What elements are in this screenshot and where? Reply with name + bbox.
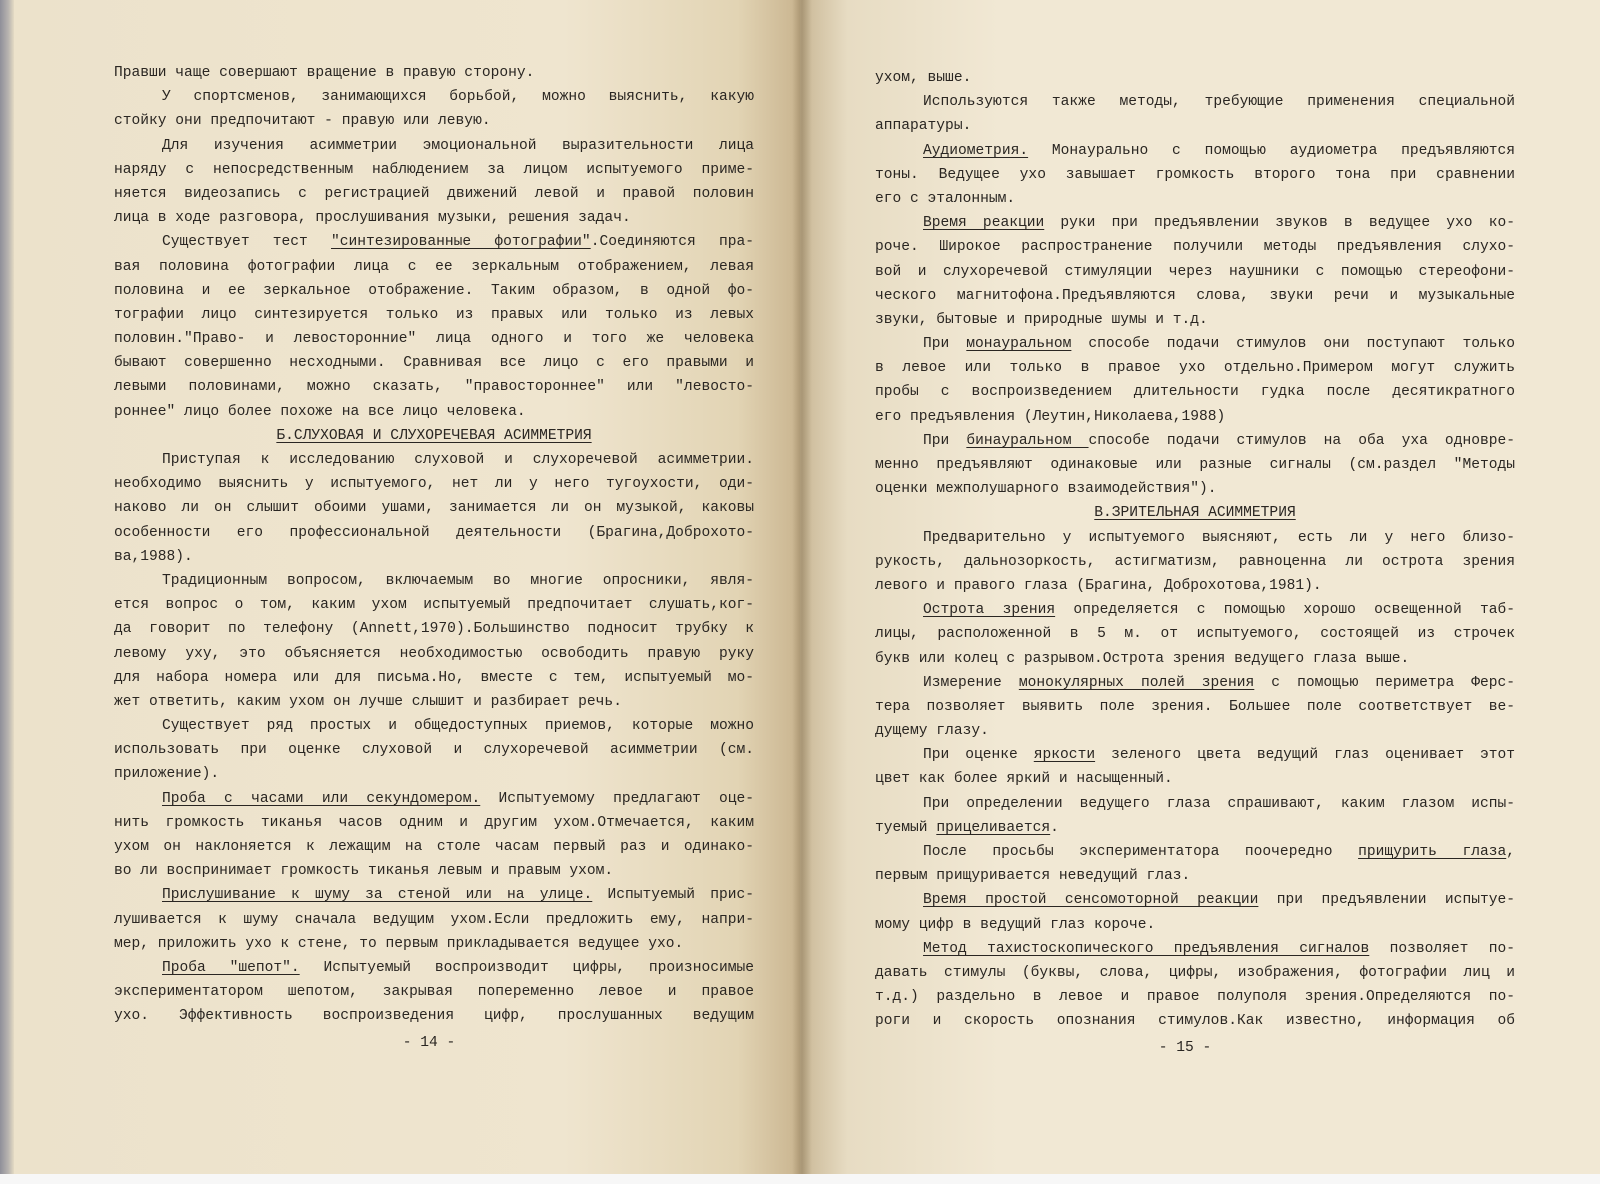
line-segment: Испытуемому предлагают оце- xyxy=(480,790,754,807)
text-line xyxy=(114,1004,754,1028)
line-segment: приложение). xyxy=(114,766,220,783)
line-segment: экспериментатором шепотом, закрывая попеременно левое и правое xyxy=(114,984,754,1001)
underlined-term: Время простой сенсомоторной реакции xyxy=(923,892,1259,909)
text-line xyxy=(114,690,754,714)
page-15-text xyxy=(875,66,1515,1060)
line-segment: определяется с помощью хорошо освещенной таб- xyxy=(1055,602,1515,619)
line-segment: При определении ведущего глаза спрашивают, каким глазом испы- xyxy=(923,795,1515,812)
line-segment: ется вопрос о том, каким ухом испытуемый предпочитает слушать,ког- xyxy=(114,597,754,614)
underlined-term: Время реакции xyxy=(923,215,1045,232)
line-segment: мому цифр в ведущий глаз короче. xyxy=(875,916,1156,933)
text-line xyxy=(875,139,1515,163)
text-line xyxy=(875,961,1515,985)
line-segment: Предварительно у испытуемого выясняют, есть ли у него близо- xyxy=(923,529,1515,546)
line-segment: При xyxy=(923,432,967,449)
text-line xyxy=(875,816,1515,840)
text-line xyxy=(114,472,754,496)
text-line xyxy=(114,883,754,907)
text-line xyxy=(114,279,754,303)
text-line xyxy=(875,260,1515,284)
text-line xyxy=(875,90,1515,114)
line-segment: менно предъявляют одинаковые или разные сигналы (см.раздел "Методы xyxy=(875,457,1515,473)
text-line xyxy=(114,762,754,786)
text-line xyxy=(114,448,754,472)
text-line xyxy=(114,738,754,762)
text-line xyxy=(114,400,754,424)
text-line xyxy=(114,835,754,859)
text-line xyxy=(875,647,1515,671)
line-segment: . xyxy=(1050,819,1059,836)
text-line xyxy=(114,375,754,399)
text-line xyxy=(114,932,754,956)
line-segment: левому уху, это объясняется необходимостью освободить правую руку xyxy=(114,645,754,662)
line-segment: дущему глазу. xyxy=(875,723,989,740)
line-segment: в левое или только в правое ухо отдельно.Примером могут служить xyxy=(875,360,1515,377)
text-line xyxy=(875,671,1515,695)
line-segment: При оценке xyxy=(923,747,1034,764)
text-line xyxy=(875,622,1515,646)
line-segment: роннее" лицо более похоже на все лицо человека. xyxy=(114,403,526,420)
text-line xyxy=(114,351,754,375)
line-segment: , xyxy=(1506,844,1515,860)
line-segment: букв или колец с разрывом.Острота зрения ведущего глаза выше. xyxy=(875,650,1410,667)
line-segment: ческого магнитофона.Предъявляются слова, звуки речи и музыкальные xyxy=(875,287,1515,304)
text-line xyxy=(114,521,754,545)
line-segment: левыми половинами, можно сказать, "правостороннее" или "левосто- xyxy=(114,379,754,396)
section-heading xyxy=(114,424,754,448)
text-line xyxy=(875,405,1515,429)
line-segment: способе подачи стимулов они поступают только xyxy=(1071,336,1515,353)
text-line xyxy=(875,284,1515,308)
text-line xyxy=(875,429,1515,453)
line-segment: Приступая к исследованию слуховой и слухоречевой асимметрии. xyxy=(162,452,754,468)
line-segment: Традиционным вопросом, включаемым во многие опросники, явля- xyxy=(162,572,754,589)
text-line xyxy=(114,206,754,230)
line-segment: да говорит по телефону (Annett,1970).Большинство подносит трубку к xyxy=(114,621,754,638)
text-line xyxy=(114,85,754,109)
text-line xyxy=(114,569,754,593)
page-14-text xyxy=(114,61,754,1055)
line-segment: Монаурально с помощью аудиометра предъявляются xyxy=(1028,142,1515,159)
text-line xyxy=(114,545,754,569)
line-segment: вой и слухоречевой стимуляции через наушники с помощью стереофони- xyxy=(875,263,1515,280)
underlined-term: Острота зрения xyxy=(923,602,1056,619)
text-line xyxy=(875,913,1515,937)
line-segment: ва,1988). xyxy=(114,548,193,565)
line-segment: для набора номера или для письма.Но, вместе с тем, испытуемый мо- xyxy=(114,669,754,686)
underlined-term: В.ЗРИТЕЛЬНАЯ АСИММЕТРИЯ xyxy=(1094,505,1296,522)
line-segment: Правши чаще совершают вращение в правую сторону. xyxy=(114,65,535,81)
line-segment: жет ответить, каким ухом он лучше слышит и разбирает речь. xyxy=(114,693,622,710)
text-line xyxy=(114,956,754,980)
text-line xyxy=(875,187,1515,211)
line-segment: половина и ее зеркальное отображение. Таким образом, в одной фо- xyxy=(114,282,754,299)
line-segment: туемый xyxy=(875,819,937,836)
text-line xyxy=(114,811,754,835)
line-segment: роче. Широкое распространение получили методы предъявления слухо- xyxy=(875,239,1515,256)
underlined-term: Прислушивание к шуму за стеной или на улице. xyxy=(162,887,593,904)
text-line xyxy=(114,787,754,811)
text-line xyxy=(114,666,754,690)
line-segment: ухом он наклоняется к лежащим на столе часам первый раз и одинако- xyxy=(114,839,754,855)
line-segment: лицы, расположенной в 5 м. от испытуемого, состоящей из строчек xyxy=(875,626,1515,643)
text-line xyxy=(114,908,754,932)
underlined-term: бинауральном xyxy=(966,432,1089,449)
line-segment: левого и правого глаза (Брагина, Доброхотова,1981). xyxy=(875,577,1322,594)
line-segment: Существует ряд простых и общедоступных приемов, которые можно xyxy=(162,718,754,735)
line-segment: Существует тест xyxy=(162,234,332,251)
text-line xyxy=(875,235,1515,259)
page-number: - 15 - xyxy=(1158,1039,1212,1056)
text-line xyxy=(875,477,1515,501)
line-segment: тоны. Ведущее ухо завышает громкость второго тона при сравнении xyxy=(875,166,1515,183)
line-segment: с помощью периметра Ферс- xyxy=(1254,674,1515,691)
text-line xyxy=(875,864,1515,888)
line-segment: давать стимулы (буквы, слова, цифры, изображения, фотографии лиц и xyxy=(875,964,1515,981)
book-gutter xyxy=(792,0,812,1184)
text-line xyxy=(114,134,754,158)
text-line xyxy=(875,888,1515,912)
text-line xyxy=(114,859,754,883)
text-line xyxy=(875,598,1515,622)
text-line xyxy=(875,114,1515,138)
text-line xyxy=(114,255,754,279)
line-segment: Используются также методы, требующие применения специальной xyxy=(923,94,1515,111)
text-line xyxy=(114,980,754,1004)
line-segment: необходимо выяснить у испытуемого, нет ли у него тугоухости, оди- xyxy=(114,476,754,493)
text-line xyxy=(875,840,1515,864)
line-segment: Измерение xyxy=(923,674,1019,691)
line-segment: его предъявления (Леутин,Николаева,1988) xyxy=(875,408,1226,425)
line-segment: При xyxy=(923,336,967,353)
text-line xyxy=(114,61,754,85)
line-segment: Испытуемый прис- xyxy=(592,887,754,904)
line-segment: оценки межполушарного взаимодействия"). xyxy=(875,481,1217,498)
text-line xyxy=(114,230,754,254)
text-line xyxy=(875,453,1515,477)
underlined-term: Б.СЛУХОВАЯ И СЛУХОРЕЧЕВАЯ АСИММЕТРИЯ xyxy=(276,427,592,444)
underlined-term: яркости xyxy=(1033,747,1096,764)
line-segment: тера позволяет выявить поле зрения. Большее поле соответствует ве- xyxy=(875,698,1515,715)
text-line xyxy=(875,743,1515,767)
line-segment: цвет как более яркий и насыщенный. xyxy=(875,771,1173,788)
line-segment: использовать при оценке слуховой и слухоречевой асимметрии (см. xyxy=(114,742,754,759)
text-line xyxy=(875,66,1515,90)
line-segment: позволяет по- xyxy=(1369,940,1515,957)
underlined-term: Проба "шепот". xyxy=(162,959,300,976)
text-line xyxy=(875,356,1515,380)
text-line xyxy=(875,380,1515,404)
line-segment: мер, приложить ухо к стене, то первым прикладывается ведущее ухо. xyxy=(114,935,684,952)
line-segment: рукость, дальнозоркость, астигматизм, равноценна ли острота зрения xyxy=(875,553,1515,570)
line-segment: способе подачи стимулов на оба уха одновре- xyxy=(1088,432,1515,449)
line-segment: няется видеозапись с регистрацией движений левой и правой половин xyxy=(114,185,754,202)
line-segment: пробы с воспроизведением длительности гудка после десятикратного xyxy=(875,384,1515,401)
text-line xyxy=(875,574,1515,598)
line-segment: его с эталонным. xyxy=(875,190,1016,207)
line-segment: особенности его профессиональной деятельности (Брагина,Доброхото- xyxy=(114,524,754,541)
text-line xyxy=(875,550,1515,574)
text-line xyxy=(114,642,754,666)
line-segment: После просьбы экспериментатора поочередно xyxy=(923,844,1359,860)
page-number: - 14 - xyxy=(402,1034,456,1051)
line-segment: У спортсменов, занимающихся борьбой, можно выяснить, какую xyxy=(162,89,754,106)
underlined-term: Метод тахистоскопического предъявления сигналов xyxy=(923,940,1370,957)
line-segment: Испытуемый воспроизводит цифры, произносимые xyxy=(299,959,754,976)
text-line xyxy=(114,158,754,182)
text-line xyxy=(114,109,754,133)
line-segment: стойку они предпочитают - правую или левую. xyxy=(114,113,491,130)
text-line xyxy=(875,719,1515,743)
underlined-term: монауральном xyxy=(966,336,1072,353)
line-segment: бывают совершенно несходными. Сравнивая все лицо с его правыми и xyxy=(114,355,754,372)
page-14 xyxy=(14,0,800,1184)
text-line xyxy=(114,182,754,206)
line-segment: аппаратуры. xyxy=(875,118,972,135)
text-line xyxy=(875,332,1515,356)
text-line xyxy=(114,617,754,641)
line-segment: ухом, выше. xyxy=(875,70,972,86)
text-line xyxy=(875,937,1515,961)
line-segment: зеленого цвета ведущий глаз оценивает этот xyxy=(1095,747,1515,764)
line-segment: ухо. Эффективность воспроизведения цифр, прослушанных ведущим xyxy=(114,1008,754,1025)
line-segment: лушивается к шуму сначала ведущим ухом.Если предложить ему, напри- xyxy=(114,911,754,928)
line-segment: при предъявлении испытуе- xyxy=(1258,892,1515,909)
underlined-term: "синтезированные фотографии" xyxy=(331,234,591,251)
line-segment: руки при предъявлении звуков в ведущее ухо ко- xyxy=(1044,215,1515,232)
underlined-term: Проба с часами или секундомером. xyxy=(162,790,481,807)
page-15 xyxy=(800,0,1600,1184)
text-line xyxy=(114,303,754,327)
underlined-term: монокулярных полей зрения xyxy=(1018,674,1255,691)
underlined-term: прицеливается xyxy=(936,819,1051,836)
line-segment: половин."Право- и левосторонние" лица одного и того же человека xyxy=(114,331,754,348)
text-line xyxy=(114,593,754,617)
text-line xyxy=(875,1009,1515,1033)
line-segment: Для изучения асимметрии эмоциональной выразительности лица xyxy=(162,137,754,154)
line-segment: первым прищуривается неведущий глаз. xyxy=(875,868,1191,885)
underlined-term: прищурить глаза xyxy=(1358,844,1507,860)
text-line xyxy=(875,767,1515,791)
line-segment: вая половина фотографии лица с ее зеркальным отображением, левая xyxy=(114,258,754,275)
text-line xyxy=(875,792,1515,816)
section-heading xyxy=(875,501,1515,525)
text-line xyxy=(114,714,754,738)
text-line xyxy=(114,327,754,351)
line-segment: звуки, бытовые и природные шумы и т.д. xyxy=(875,311,1208,328)
line-segment: нить громкость тиканья часов одним и другим ухом.Отмечается, каким xyxy=(114,814,754,831)
text-line xyxy=(875,695,1515,719)
text-line xyxy=(875,211,1515,235)
text-line xyxy=(875,308,1515,332)
line-segment: т.д.) раздельно в левое и правое полуполя зрения.Определяются по- xyxy=(875,989,1515,1006)
line-segment: наково ли он слышит обоими ушами, занимается ли он музыкой, каковы xyxy=(114,500,754,517)
line-segment: лица в ходе разговора, прослушивания музыки, решения задач. xyxy=(114,210,631,227)
underlined-term: Аудиометрия. xyxy=(923,142,1029,159)
scanner-edge xyxy=(0,0,14,1184)
line-segment: роги и скорость опознания стимулов.Как известно, информация об xyxy=(875,1013,1515,1030)
scan-bottom-margin xyxy=(0,1174,1600,1184)
line-segment: тографии лицо синтезируется только из правых или только из левых xyxy=(114,306,754,323)
text-line xyxy=(875,163,1515,187)
line-segment: наряду с непосредственным наблюдением за лицом испытуемого приме- xyxy=(114,161,754,178)
line-segment: .Соединяются пра- xyxy=(590,234,754,251)
text-line xyxy=(114,496,754,520)
line-segment: во ли воспринимает громкость тиканья левым и правым ухом. xyxy=(114,863,614,880)
text-line xyxy=(875,526,1515,550)
text-line xyxy=(875,985,1515,1009)
